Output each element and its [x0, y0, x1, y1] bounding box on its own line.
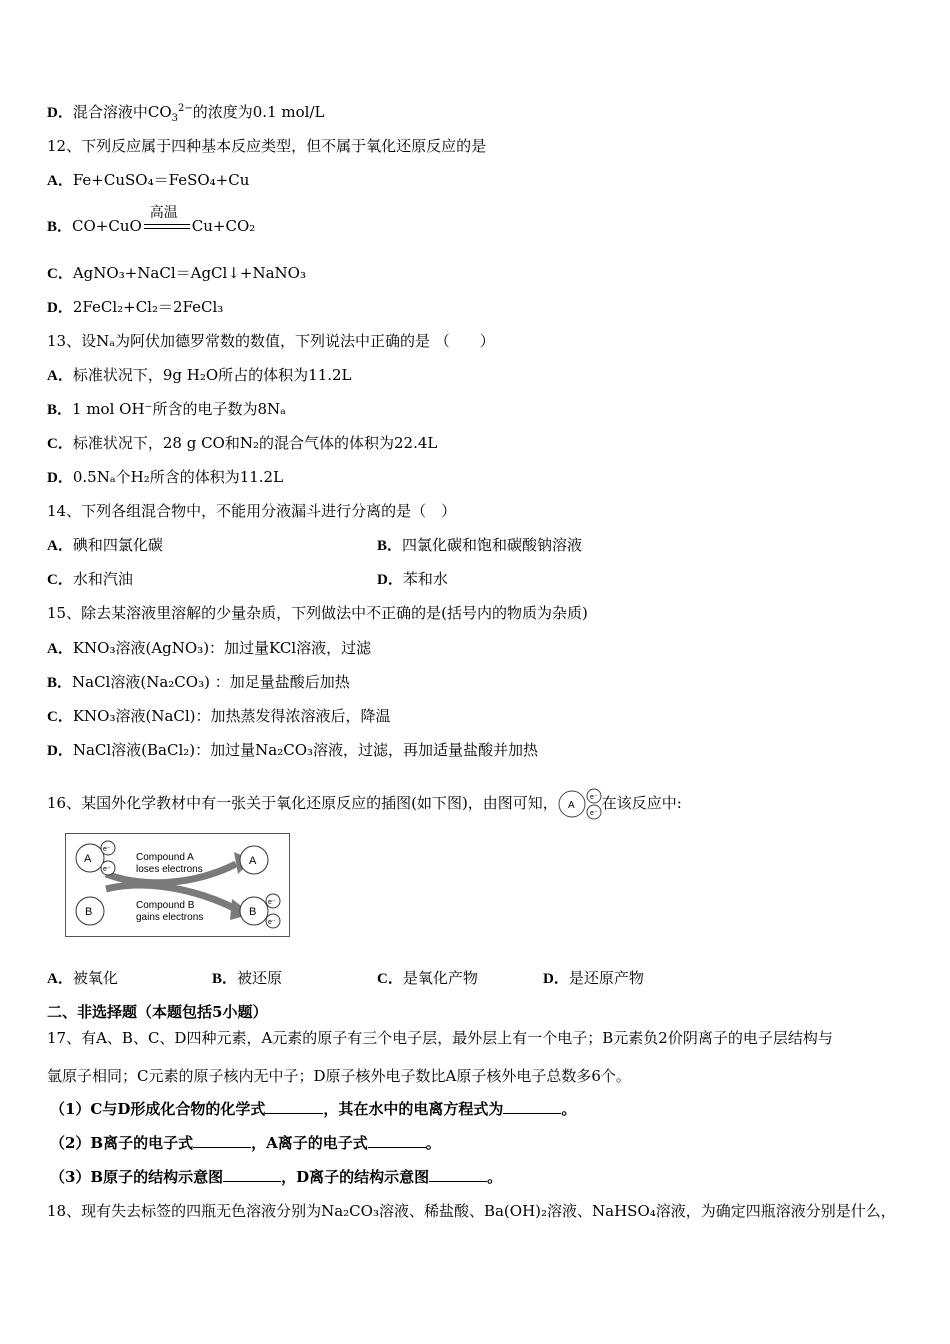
option-text: 水和汽油 [72, 570, 133, 588]
q16-option-c [377, 968, 478, 989]
q12-option-c [47, 263, 306, 284]
q16-option-a [47, 968, 118, 989]
option-label: B． [47, 219, 73, 235]
option-text: NaCl溶液(Na₂CO₃) ：加足量盐酸后加热 [72, 673, 350, 691]
q15-option-d [47, 740, 538, 761]
option-label: D． [47, 105, 73, 121]
q15-option-c [47, 706, 391, 727]
option-label: B． [212, 971, 238, 987]
option-text: 是氧化产物 [402, 969, 478, 987]
option-text: KNO₃溶液(AgNO₃)：加过量KCl溶液，过滤 [72, 639, 372, 657]
option-label: C． [47, 436, 73, 452]
electron-label: e⁻ [268, 919, 276, 926]
top-text-line1: Compound A [136, 852, 194, 863]
answer-blank[interactable] [503, 1099, 561, 1114]
q16-option-b [212, 968, 282, 989]
q13-option-d [47, 467, 283, 488]
q14-option-b [377, 535, 582, 556]
option-text: NaCl溶液(BaCl₂)：加过量Na₂CO₃溶液，过滤，再加适量盐酸并加热 [72, 741, 539, 759]
atom-a-with-electrons-icon [558, 787, 602, 821]
q14-option-d [377, 569, 448, 590]
answer-blank[interactable] [429, 1167, 487, 1182]
option-label: A． [47, 173, 73, 189]
option-label: A． [47, 368, 73, 384]
q12-option-b [47, 205, 256, 237]
svg-text:e⁻: e⁻ [589, 810, 598, 817]
option-text: KNO₃溶液(NaCl)：加热蒸发得浓溶液后，降温 [72, 707, 391, 725]
option-label: B． [47, 675, 73, 691]
top-text-line2: loses electrons [136, 864, 203, 875]
part-text: ，A离子的电子式 [251, 1134, 368, 1152]
stem-text-after: 在该反应中: [601, 794, 682, 812]
species-subscript: 3 [171, 113, 179, 124]
q15-stem: 15、除去某溶液里溶解的少量杂质，下列做法中不正确的是(括号内的物质为杂质) [47, 604, 588, 622]
option-label: D． [377, 572, 403, 588]
option-text: 1 mol OH⁻所含的电子数为8Nₐ [72, 400, 286, 418]
part-text: （1）C与D形成化合物的化学式 [50, 1100, 266, 1118]
option-label: D． [47, 743, 73, 759]
q14-option-c [47, 569, 133, 590]
q14-option-a [47, 535, 163, 556]
stem-text-before: 16、某国外化学教材中有一张关于氧化还原反应的插图(如下图)，由图可知， [47, 794, 558, 812]
svg-text:A: A [567, 800, 575, 811]
species-charge: 2− [178, 103, 193, 114]
part-end: 。 [487, 1168, 503, 1186]
option-label: D． [47, 300, 73, 316]
part-end: 。 [425, 1134, 441, 1152]
q13-option-a [47, 365, 352, 386]
option-label: D． [543, 971, 569, 987]
double-line-sign [144, 224, 190, 229]
electron-label: e⁻ [103, 866, 111, 873]
part-text: （2）B离子的电子式 [50, 1134, 194, 1152]
q12-option-d [47, 297, 223, 318]
option-label: D． [47, 470, 73, 486]
q13-stem: 13、设Nₐ为阿伏加德罗常数的数值，下列说法中正确的是 （ ） [47, 332, 495, 350]
q16-option-d [543, 968, 644, 989]
q18-stem: 18、现有失去标签的四瓶无色溶液分别为Na₂CO₃溶液、稀盐酸、Ba(OH)₂溶液、NaHSO₄溶液，为确定四瓶溶液分别是什么， [47, 1202, 896, 1220]
condition-label: 高温 [149, 205, 178, 221]
reaction-condition-arrow [142, 205, 192, 237]
option-text: Fe+CuSO₄＝FeSO₄+Cu [72, 171, 250, 189]
q17-part1 [50, 1099, 576, 1119]
atom-b-left-label: B [85, 906, 93, 918]
option-text: 标准状况下，28 g CO和N₂的混合气体的体积为22.4L [72, 434, 438, 452]
species-formula: CO [147, 103, 172, 121]
q16-stem [47, 787, 682, 821]
reactants: CO+CuO [72, 217, 142, 235]
q13-option-c [47, 433, 437, 454]
part-end: 。 [561, 1100, 577, 1118]
option-text: AgNO₃+NaCl＝AgCl↓+NaNO₃ [72, 264, 306, 282]
answer-blank[interactable] [193, 1133, 251, 1148]
option-text: 苯和水 [402, 570, 448, 588]
electron-transfer-figure [65, 833, 290, 937]
option-text-after: 的浓度为0.1 mol/L [192, 103, 325, 121]
option-label: A． [47, 641, 73, 657]
option-label: C． [47, 572, 73, 588]
answer-blank[interactable] [223, 1167, 281, 1182]
option-text: 2FeCl₂+Cl₂＝2FeCl₃ [72, 298, 224, 316]
option-text: 四氯化碳和饱和碳酸钠溶液 [402, 536, 583, 554]
bottom-text-line2: gains electrons [136, 912, 204, 923]
option-label: C． [47, 266, 73, 282]
q15-option-b [47, 672, 350, 693]
answer-blank[interactable] [368, 1133, 426, 1148]
option-label: C． [377, 971, 403, 987]
option-text: 被还原 [237, 969, 283, 987]
atom-a-right-label: A [249, 855, 257, 867]
part-text: （3）B原子的结构示意图 [50, 1168, 224, 1186]
option-label: A． [47, 538, 73, 554]
q12-stem: 12、下列反应属于四种基本反应类型，但不属于氧化还原反应的是 [47, 137, 487, 155]
option-label: C． [47, 709, 73, 725]
option-label: A． [47, 971, 73, 987]
option-text: 碘和四氯化碳 [72, 536, 163, 554]
part-text: ，D离子的结构示意图 [281, 1168, 430, 1186]
q13-option-b [47, 399, 286, 420]
q17-stem-line1: 17、有A、B、C、D四种元素，A元素的原子有三个电子层，最外层上有一个电子；B元素负2价阴离子的电子层结构与 [47, 1029, 833, 1047]
q17-part2 [50, 1133, 441, 1153]
option-label: B． [377, 538, 403, 554]
section-title: 二、非选择题（本题包括5小题） [47, 1003, 268, 1021]
q17-stem-line2: 氩原子相同；C元素的原子核内无中子；D原子核外电子数比A原子核外电子总数多6个。 [47, 1067, 631, 1085]
electron-label: e⁻ [268, 899, 276, 906]
option-label: B． [47, 402, 73, 418]
part-text: ，其在水中的电离方程式为 [323, 1100, 504, 1118]
option-text: 是还原产物 [568, 969, 644, 987]
option-text: 标准状况下，9g H₂O所占的体积为11.2L [72, 366, 352, 384]
q11-option-d [47, 102, 324, 123]
q14-stem: 14、下列各组混合物中，不能用分液漏斗进行分离的是（ ） [47, 502, 457, 520]
q15-option-a [47, 638, 371, 659]
answer-blank[interactable] [265, 1099, 323, 1114]
bottom-text-line1: Compound B [136, 900, 195, 911]
products: Cu+CO₂ [191, 217, 256, 235]
electron-label: e⁻ [103, 846, 111, 853]
q17-part3 [50, 1167, 502, 1187]
atom-b-right-label: B [249, 906, 257, 918]
q12-option-a [47, 170, 249, 191]
svg-text:e⁻: e⁻ [589, 794, 598, 801]
option-text: 0.5Nₐ个H₂所含的体积为11.2L [72, 468, 284, 486]
atom-a-left-label: A [84, 853, 92, 865]
option-text: 被氧化 [72, 969, 118, 987]
option-text-before: 混合溶液中 [72, 103, 148, 121]
